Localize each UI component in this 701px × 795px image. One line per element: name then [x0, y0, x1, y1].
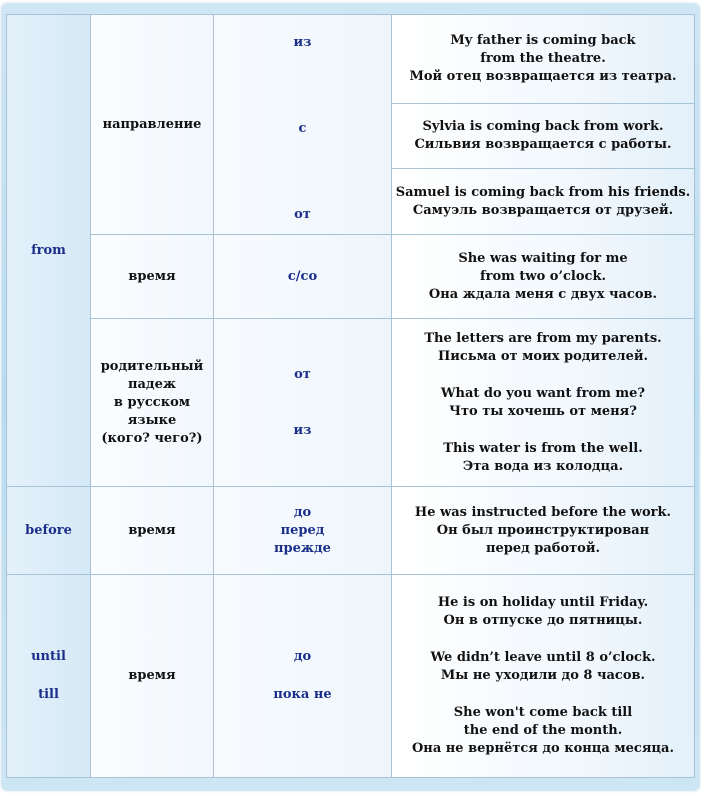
example-en: from the theatre.	[480, 51, 606, 66]
translation-item: от	[294, 206, 311, 222]
example-en: Samuel is coming back from his friends.	[395, 184, 691, 200]
meaning-text: в русском	[113, 394, 191, 410]
preposition-from	[6, 14, 91, 487]
meaning-time	[90, 234, 214, 319]
meaning-text: направление	[102, 116, 202, 132]
example-ru: Он был проинструктирован	[436, 522, 650, 538]
meaning-direction	[90, 14, 214, 235]
translations-direction	[213, 14, 392, 235]
preposition-text: before	[25, 522, 72, 538]
preposition-until-till	[6, 574, 91, 778]
translation-item: перед	[280, 522, 325, 538]
example-ru: Письма от моих родителей.	[437, 348, 649, 364]
example-cell	[391, 234, 695, 319]
example-en: Sylvia is coming back from work.	[422, 119, 664, 134]
example-en: This water is from the well.	[443, 440, 643, 456]
translations-before	[213, 486, 392, 575]
preposition-text: from	[31, 242, 66, 258]
translations-until	[213, 574, 392, 778]
translation-item: прежде	[274, 540, 331, 556]
translation-item: с/со	[287, 268, 318, 284]
meaning-text: родительный	[100, 358, 204, 374]
example-cell	[391, 318, 695, 487]
translation-item: из	[293, 422, 312, 438]
example-en: What do you want from me?	[440, 385, 646, 401]
meaning-genitive	[90, 318, 214, 487]
meaning-text: языке	[127, 412, 177, 428]
meaning-text: время	[128, 668, 176, 683]
prepositions-table	[6, 14, 695, 778]
translation-item: с	[298, 120, 307, 136]
example-en: My father is coming back	[450, 33, 636, 48]
meaning-text: падеж	[127, 376, 176, 392]
translation-item: от	[294, 366, 311, 382]
example-en: We didn’t leave until 8 o’clock.	[430, 650, 656, 665]
example-cell	[391, 486, 695, 575]
example-en: He is on holiday until Friday.	[437, 595, 649, 610]
example-en: She won't come back till	[453, 705, 633, 720]
example-en: from two o’clock.	[480, 268, 606, 284]
example-cell	[391, 168, 695, 235]
example-cell	[391, 103, 695, 169]
meaning-time	[90, 486, 214, 575]
translations-time	[213, 234, 392, 319]
example-ru: Самуэль возвращается от друзей.	[412, 202, 674, 218]
example-ru: Мы не уходили до 8 часов.	[440, 668, 646, 683]
example-cell	[391, 14, 695, 104]
translations-genitive	[213, 318, 392, 487]
example-en: the end of the month.	[463, 723, 623, 738]
example-en: The letters are from my parents.	[424, 330, 662, 346]
example-ru: Сильвия возвращается с работы.	[414, 137, 672, 152]
example-ru: Эта вода из колодца.	[462, 458, 624, 474]
preposition-text: till	[38, 687, 59, 702]
meaning-time	[90, 574, 214, 778]
example-ru: перед работой.	[485, 540, 601, 556]
preposition-text: until	[31, 649, 66, 664]
meaning-text: время	[128, 522, 176, 538]
translation-item: до	[293, 504, 312, 520]
translation-item: пока не	[273, 687, 332, 702]
example-ru: Он в отпуске до пятницы.	[443, 613, 643, 628]
meaning-text: время	[128, 268, 176, 284]
example-ru: Она не вернётся до конца месяца.	[411, 741, 674, 756]
translation-item: из	[293, 34, 312, 50]
preposition-before	[6, 486, 91, 575]
example-en: He was instructed before the work.	[414, 504, 672, 520]
translation-item: до	[293, 649, 312, 664]
example-cell	[391, 574, 695, 778]
meaning-text: (кого? чего?)	[101, 430, 203, 446]
example-ru: Что ты хочешь от меня?	[449, 403, 637, 419]
example-ru: Она ждала меня с двух часов.	[428, 286, 658, 302]
example-en: She was waiting for me	[458, 250, 628, 266]
example-ru: Мой отец возвращается из театра.	[409, 69, 677, 84]
